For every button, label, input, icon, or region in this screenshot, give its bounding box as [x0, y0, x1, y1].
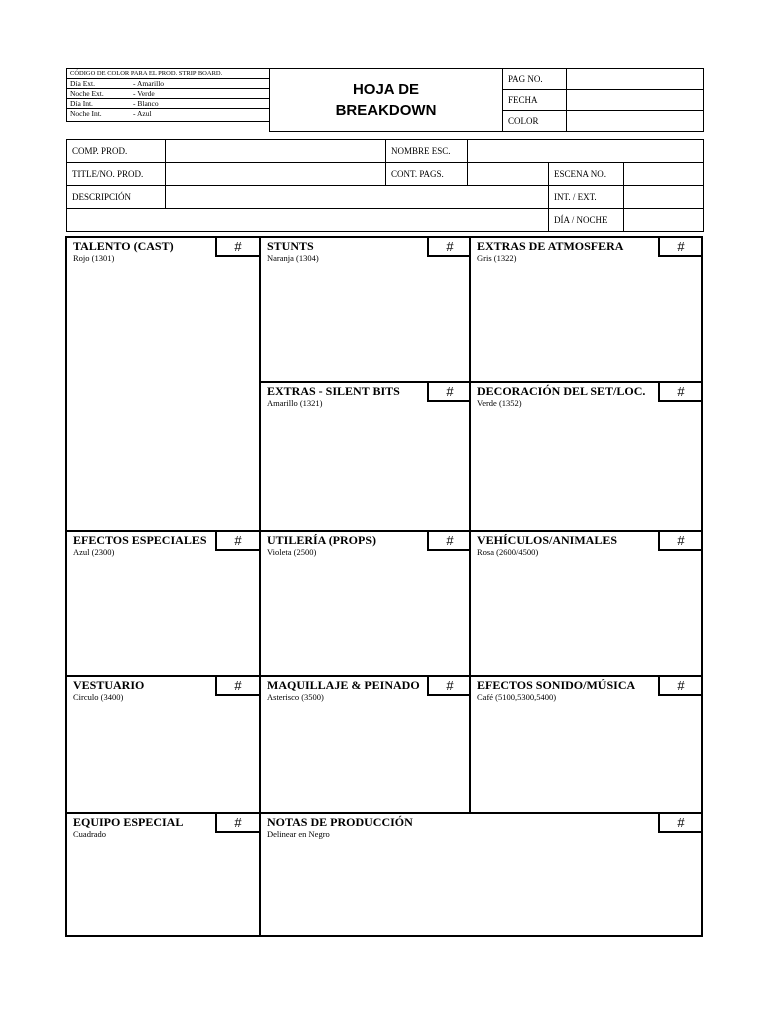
decoracion-title: DECORACIÓN DEL SET/LOC. [477, 384, 646, 398]
equipo-especial-count-box[interactable] [215, 814, 259, 833]
vestuario-section[interactable] [67, 677, 259, 812]
equipo-especial-color: Cuadrado [73, 829, 107, 839]
vestuario-color: Circulo (3400) [73, 692, 124, 702]
maquillaje-title: MAQUILLAJE & PEINADO [267, 678, 420, 692]
decoracion-color: Verde (1352) [477, 398, 522, 408]
descripcion-field[interactable] [165, 185, 549, 209]
extras-silent-title: EXTRAS - SILENT BITS [267, 384, 400, 398]
utileria-count-box[interactable] [427, 532, 471, 551]
stunts-count-box[interactable] [427, 238, 471, 257]
pag-no-field[interactable] [566, 68, 704, 90]
color-code-label: Día Int. [70, 99, 93, 108]
efectos-especiales-count-box[interactable] [215, 532, 259, 551]
talento-section[interactable] [67, 238, 259, 530]
page-title-line1: HOJA DE [352, 81, 420, 98]
vehiculos-color: Rosa (2600/4500) [477, 547, 539, 557]
extras-silent-section[interactable] [261, 383, 469, 530]
color-code-row [67, 79, 269, 89]
maquillaje-count-box[interactable] [427, 677, 471, 696]
efectos-sonido-count-box[interactable] [658, 677, 702, 696]
extras-atmosfera-color: Gris (1322) [477, 253, 517, 263]
nombre-esc-label: NOMBRE ESC. [385, 139, 468, 163]
color-label: COLOR [502, 110, 567, 132]
hash-label: # [234, 239, 242, 254]
efectos-especiales-title: EFECTOS ESPECIALES [73, 533, 207, 547]
descripcion-label: DESCRIPCIÓN [66, 185, 166, 209]
comp-prod-field[interactable] [165, 139, 386, 163]
title-no-prod-label: TITLE/NO. PROD. [66, 162, 166, 186]
extras-atmosfera-count-box[interactable] [658, 238, 702, 257]
utileria-title: UTILERÍA (PROPS) [267, 533, 377, 547]
color-code-row [67, 99, 269, 109]
notas-produccion-title: NOTAS DE PRODUCCIÓN [267, 815, 413, 829]
color-field[interactable] [566, 110, 704, 132]
extras-atmosfera-section[interactable] [471, 238, 701, 381]
vestuario-count-box[interactable] [215, 677, 259, 696]
stunts-title: STUNTS [267, 239, 314, 253]
dia-noche-field[interactable] [623, 208, 704, 232]
color-code-row [67, 109, 269, 119]
hash-label: # [677, 533, 685, 548]
decoracion-count-box[interactable] [658, 383, 702, 402]
color-code-value: - Blanco [133, 99, 159, 108]
hash-label: # [234, 815, 242, 830]
color-code-value: - Amarillo [133, 79, 165, 88]
equipo-especial-section[interactable] [67, 814, 259, 935]
efectos-sonido-color: Café (5100,5300,5400) [477, 692, 557, 702]
maquillaje-section[interactable] [261, 677, 469, 812]
title-no-prod-field[interactable] [165, 162, 386, 186]
int-ext-label: INT. / EXT. [548, 185, 624, 209]
extras-silent-count-box[interactable] [427, 383, 471, 402]
efectos-sonido-section[interactable] [471, 677, 701, 812]
color-code-label: Noche Ext. [70, 89, 104, 98]
hash-label: # [677, 815, 685, 830]
pag-no-label: PAG NO. [502, 68, 567, 90]
hash-label: # [234, 678, 242, 693]
stunts-color: Naranja (1304) [267, 253, 319, 263]
color-code-label: Día Ext. [70, 79, 95, 88]
hash-label: # [234, 533, 242, 548]
hash-label: # [446, 678, 454, 693]
fecha-field[interactable] [566, 89, 704, 111]
cont-pags-field[interactable] [467, 162, 549, 186]
hash-label: # [446, 533, 454, 548]
notas-produccion-count-box[interactable] [658, 814, 702, 833]
vehiculos-title: VEHÍCULOS/ANIMALES [477, 533, 618, 547]
stunts-section[interactable] [261, 238, 469, 381]
efectos-especiales-section[interactable] [67, 532, 259, 675]
page-title-line2: BREAKDOWN [335, 102, 437, 119]
talento-color: Rojo (1301) [73, 253, 115, 263]
talento-count-box[interactable] [215, 238, 259, 257]
vehiculos-count-box[interactable] [658, 532, 702, 551]
color-code-title: CÓDIGO DE COLOR PARA EL PROD. STRIP BOARD. [67, 69, 269, 79]
escena-no-label: ESCENA NO. [548, 162, 624, 186]
hash-label: # [446, 239, 454, 254]
cont-pags-label: CONT. PAGS. [385, 162, 468, 186]
maquillaje-color: Asterisco (3500) [267, 692, 324, 702]
color-code-table [66, 68, 270, 122]
descripcion-continued-field[interactable] [66, 208, 549, 232]
efectos-especiales-color: Azul (2300) [73, 547, 115, 557]
int-ext-field[interactable] [623, 185, 704, 209]
notas-produccion-section[interactable] [261, 814, 701, 935]
color-code-row [67, 89, 269, 99]
utileria-section[interactable] [261, 532, 469, 675]
hash-label: # [677, 678, 685, 693]
page-title [269, 68, 503, 132]
efectos-sonido-title: EFECTOS SONIDO/MÚSICA [477, 678, 636, 692]
color-code-label: Noche Int. [70, 109, 102, 118]
nombre-esc-field[interactable] [467, 139, 704, 163]
hash-label: # [677, 239, 685, 254]
color-code-value: - Verde [133, 89, 155, 98]
notas-produccion-color: Delinear en Negro [267, 829, 330, 839]
comp-prod-label: COMP. PROD. [66, 139, 166, 163]
color-code-value: - Azul [133, 109, 152, 118]
extras-atmosfera-title: EXTRAS DE ATMOSFERA [477, 239, 624, 253]
utileria-color: Violeta (2500) [267, 547, 317, 557]
fecha-label: FECHA [502, 89, 567, 111]
equipo-especial-title: EQUIPO ESPECIAL [73, 815, 184, 829]
hash-label: # [446, 384, 454, 399]
talento-title: TALENTO (CAST) [73, 239, 174, 253]
extras-silent-color: Amarillo (1321) [267, 398, 323, 408]
vestuario-title: VESTUARIO [73, 678, 145, 692]
hash-label: # [677, 384, 685, 399]
dia-noche-label: DÍA / NOCHE [548, 208, 624, 232]
vehiculos-section[interactable] [471, 532, 701, 675]
decoracion-section[interactable] [471, 383, 701, 530]
escena-no-field[interactable] [623, 162, 704, 186]
